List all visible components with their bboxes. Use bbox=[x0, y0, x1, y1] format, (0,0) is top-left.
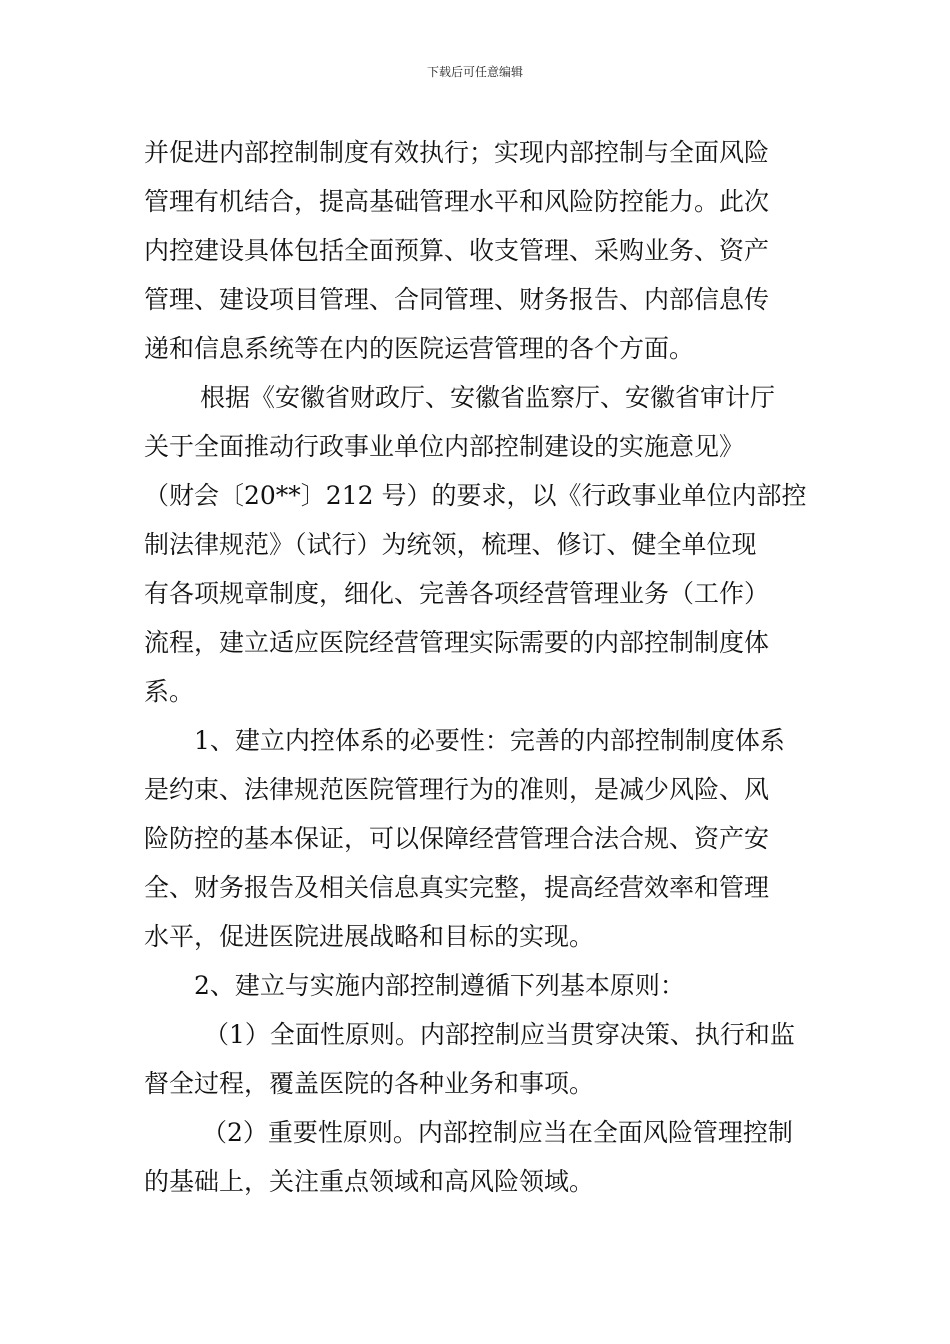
text-line: （财会〔20**〕212 号）的要求，以《行政事业单位内部控 bbox=[144, 481, 807, 510]
text-line: 递和信息系统等在内的医院运营管理的各个方面。 bbox=[144, 334, 695, 363]
text-line: 的基础上，关注重点领域和高风险领域。 bbox=[144, 1167, 595, 1196]
text-line: 1、建立内控体系的必要性：完善的内部控制制度体系 bbox=[194, 726, 785, 755]
text-line: （2）重要性原则。内部控制应当在全面风险管理控制 bbox=[202, 1118, 793, 1147]
text-line: 制法律规范》（试行）为统领，梳理、修订、健全单位现 bbox=[144, 530, 757, 559]
text-line: 有各项规章制度，细化、完善各项经营管理业务（工作） bbox=[144, 579, 770, 608]
text-line: 根据《安徽省财政厅、安徽省监察厅、安徽省审计厅 bbox=[200, 383, 776, 412]
text-line: 并促进内部控制制度有效执行；实现内部控制与全面风险 bbox=[144, 138, 770, 167]
text-line: 2、建立与实施内部控制遵循下列基本原则： bbox=[194, 971, 685, 1000]
document-body bbox=[144, 128, 808, 1206]
text-line: 是约束、法律规范医院管理行为的准则，是减少风险、风 bbox=[144, 775, 770, 804]
text-line: （1）全面性原则。内部控制应当贯穿决策、执行和监 bbox=[204, 1020, 795, 1049]
text-line: 流程，建立适应医院经营管理实际需要的内部控制制度体 bbox=[144, 628, 770, 657]
text-line: 水平，促进医院进展战略和目标的实现。 bbox=[144, 922, 595, 951]
text-line: 内控建设具体包括全面预算、收支管理、采购业务、资产 bbox=[144, 236, 770, 265]
text-line: 全、财务报告及相关信息真实完整，提高经营效率和管理 bbox=[144, 873, 770, 902]
text-line: 系。 bbox=[144, 677, 195, 706]
text-line: 管理有机结合，提高基础管理水平和风险防控能力。此次 bbox=[144, 187, 770, 216]
page-header: 下载后可任意编辑 bbox=[426, 65, 523, 79]
text-line: 关于全面推动行政事业单位内部控制建设的实施意见》 bbox=[144, 432, 745, 461]
text-line: 管理、建设项目管理、合同管理、财务报告、内部信息传 bbox=[144, 285, 770, 314]
text-line: 险防控的基本保证，可以保障经营管理合法合规、资产安 bbox=[144, 824, 770, 853]
text-line: 督全过程，覆盖医院的各种业务和事项。 bbox=[144, 1069, 595, 1098]
